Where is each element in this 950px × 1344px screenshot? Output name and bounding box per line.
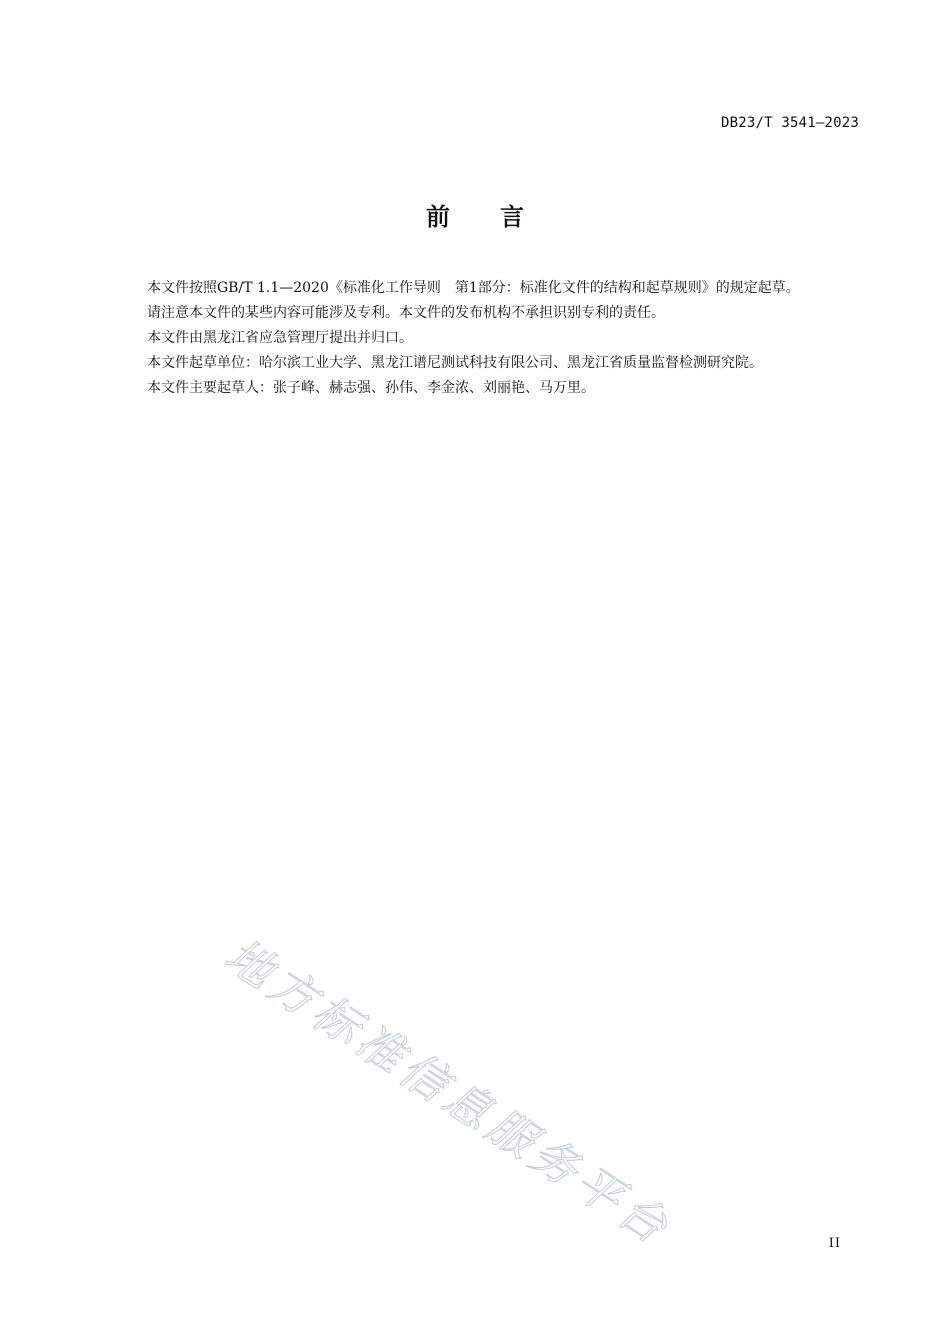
paragraph-patent-notice: 请注意本文件的某些内容可能涉及专利。本文件的发布机构不承担识别专利的责任。 [147,305,665,321]
watermark: 地方标准信息服务平台 [215,927,682,1257]
paragraph-standard-basis: 本文件按照GB/T 1.1—2020《标准化工作导则 第1部分：标准化文件的结构和起草规则》的规定起草。 [147,280,800,296]
paragraph-proposer: 本文件由黑龙江省应急管理厅提出并归口。 [147,330,413,346]
page-number: II [828,1236,841,1251]
foreword-body [114,276,862,401]
document-code: DB23/T 3541—2023 [720,115,859,131]
title-char-1: 前 [426,203,450,231]
page-title [0,197,950,232]
title-char-2: 言 [500,203,524,231]
paragraph-drafting-units: 本文件起草单位：哈尔滨工业大学、黑龙江谱尼测试科技有限公司、黑龙江省质量监督检测研究院。 [147,355,763,371]
paragraph-drafters: 本文件主要起草人：张子峰、赫志强、孙伟、李金浓、刘丽艳、马万里。 [147,380,595,396]
